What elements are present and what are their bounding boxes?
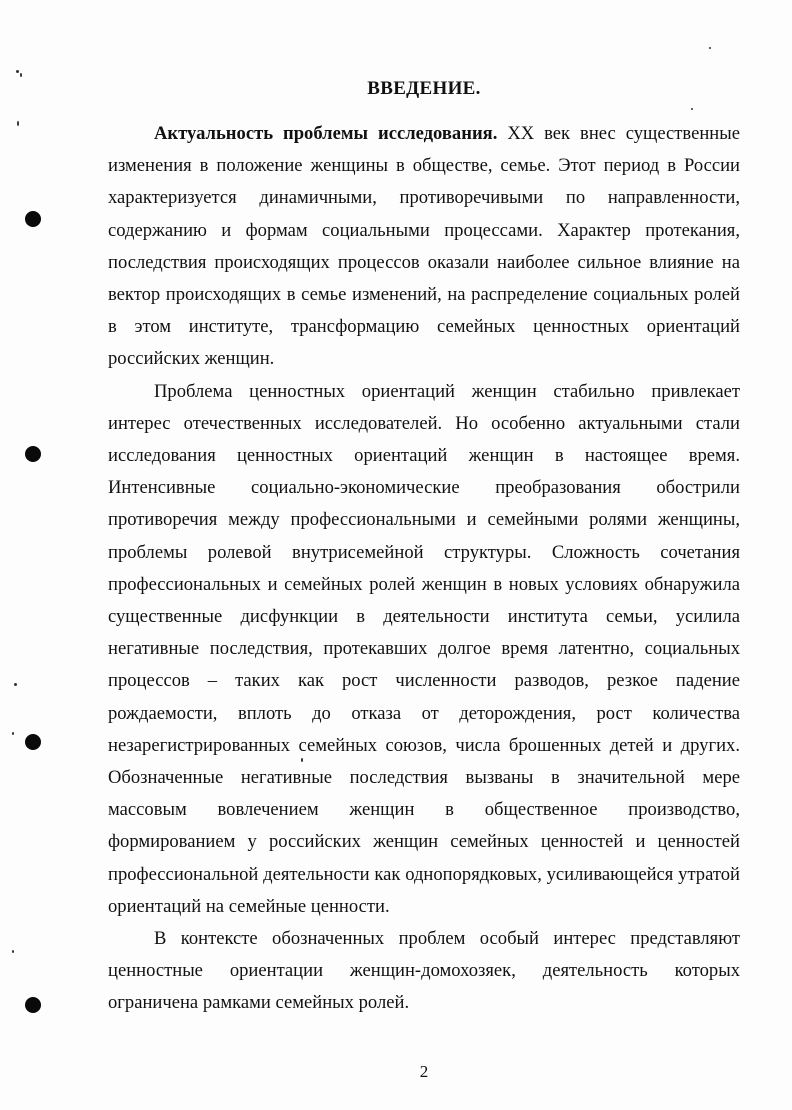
paragraph — [108, 118, 740, 376]
punch-hole — [25, 734, 41, 750]
scan-speck — [691, 108, 693, 110]
punch-hole — [25, 446, 41, 462]
punch-hole — [25, 997, 41, 1013]
paragraph — [108, 376, 740, 923]
scan-speck — [14, 683, 17, 686]
scan-speck — [16, 70, 19, 73]
scan-speck — [12, 732, 14, 735]
page-number: 2 — [419, 1062, 429, 1081]
paragraph — [108, 923, 740, 1020]
paragraph-text: В контексте обозначенных проблем особый интерес представляют ценностные ориентации женщин-домохозяек, деятельность которых ограничена рамками семейных ролей. — [108, 928, 740, 1014]
paragraph-lead: Актуальность проблемы исследования. — [154, 123, 498, 144]
scan-speck — [12, 950, 14, 953]
paragraph-text: XX век внес существенные изменения в положение женщины в обществе, семье. Этот период в России характеризуется динамичными, противоречивыми по направленности, содержанию и формам социальными процессами. Характер протекания, последствия происходящих процессов оказали наиболее сильное влияние на вектор происходящих в семье изменений, на распределение социальных ролей в этом институте, трансформацию семейных ценностных ориентаций российских женщин. — [108, 123, 740, 370]
punch-hole — [25, 211, 41, 227]
scan-speck — [709, 47, 711, 49]
scan-speck — [20, 73, 22, 77]
paragraph-text: Проблема ценностных ориентаций женщин стабильно привлекает интерес отечественных исследователей. Но особенно актуальными стали исследования ценностных ориентаций женщин в настоящее время. Интенсивные социально-экономические преобразования обострили противоречия между профессиональными и семейными ролями женщины, проблемы ролевой внутрисемейной структуры. Сложность сочетания профессиональных и семейных ролей женщин в новых условиях обнаружила существенные дисфункции в деятельности института семьи, усилила негативные последствия, протекавших долгое время латентно, социальных процессов – таких как рост численности разводов, резкое падение рождаемости, вплоть до отказа от деторождения, рост количества незарегистрированных семейных союзов, числа брошенных детей и других. Обозначенные негативные последствия вызваны в значительной мере массовым вовлечением женщин в общественное производство, формированием у российских женщин семейных ценностей и ценностей профессиональной деятельности как однопорядковых, усиливающейся утратой ориентаций на семейные ценности. — [108, 380, 740, 917]
page-title: ВВЕДЕНИЕ. — [367, 78, 481, 99]
body-text — [108, 118, 740, 1020]
scan-speck — [17, 121, 19, 126]
